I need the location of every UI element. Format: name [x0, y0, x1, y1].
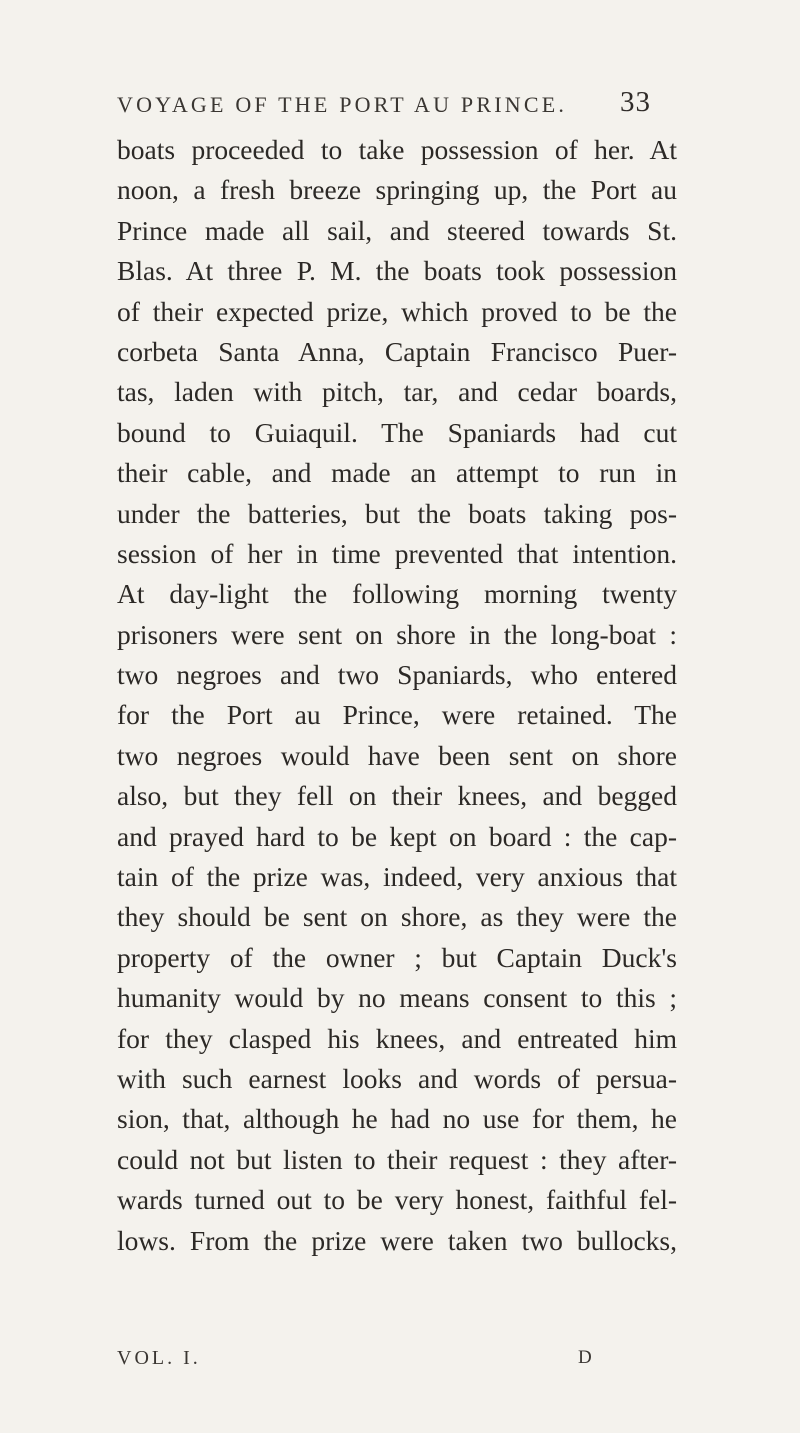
- text-line: session of her in time prevented that intention.: [117, 537, 677, 569]
- text-line: noon, a fresh breeze springing up, the Port au: [117, 174, 677, 206]
- text-line: tas, laden with pitch, tar, and cedar boards,: [117, 376, 677, 408]
- text-line: with such earnest looks and words of persua-: [117, 1062, 677, 1094]
- signature-mark: D: [578, 1347, 592, 1368]
- text-line: corbeta Santa Anna, Captain Francisco Puer-: [117, 335, 677, 367]
- text-line: sion, that, although he had no use for them, he: [117, 1103, 677, 1135]
- text-line: for they clasped his knees, and entreated him: [117, 1022, 677, 1054]
- text-line: humanity would by no means consent to this ;: [117, 982, 677, 1014]
- text-line: could not but listen to their request : they after-: [117, 1143, 677, 1175]
- text-line: they should be sent on shore, as they were the: [117, 901, 677, 933]
- text-line: under the batteries, but the boats taking pos-: [117, 497, 677, 529]
- text-line: bound to Guiaquil. The Spaniards had cut: [117, 416, 677, 448]
- text-line: two negroes would have been sent on shore: [117, 739, 677, 771]
- text-line: prisoners were sent on shore in the long-boat :: [117, 618, 677, 650]
- body-text: [117, 130, 677, 1261]
- page-number: 33: [620, 86, 651, 118]
- text-line: boats proceeded to take possession of her. At: [117, 134, 677, 165]
- text-line: lows. From the prize were taken two bullocks,: [117, 1224, 677, 1256]
- text-line: also, but they fell on their knees, and begged: [117, 780, 677, 812]
- text-line: Blas. At three P. M. the boats took possession: [117, 255, 677, 287]
- text-line: property of the owner ; but Captain Duck's: [117, 941, 677, 973]
- text-line: tain of the prize was, indeed, very anxious that: [117, 861, 677, 893]
- text-line: wards turned out to be very honest, faithful fel-: [117, 1184, 677, 1216]
- running-head: VOYAGE OF THE PORT AU PRINCE.: [117, 92, 568, 117]
- text-line: for the Port au Prince, were retained. The: [117, 699, 677, 731]
- volume-signature: VOL. I.: [117, 1347, 201, 1369]
- text-line: At day-light the following morning twenty: [117, 578, 677, 610]
- text-line: and prayed hard to be kept on board : the cap-: [117, 820, 677, 852]
- text-line: of their expected prize, which proved to be the: [117, 295, 677, 327]
- text-line: their cable, and made an attempt to run in: [117, 457, 677, 489]
- text-line: two negroes and two Spaniards, who entered: [117, 659, 677, 691]
- text-line: Prince made all sail, and steered towards St.: [117, 214, 677, 246]
